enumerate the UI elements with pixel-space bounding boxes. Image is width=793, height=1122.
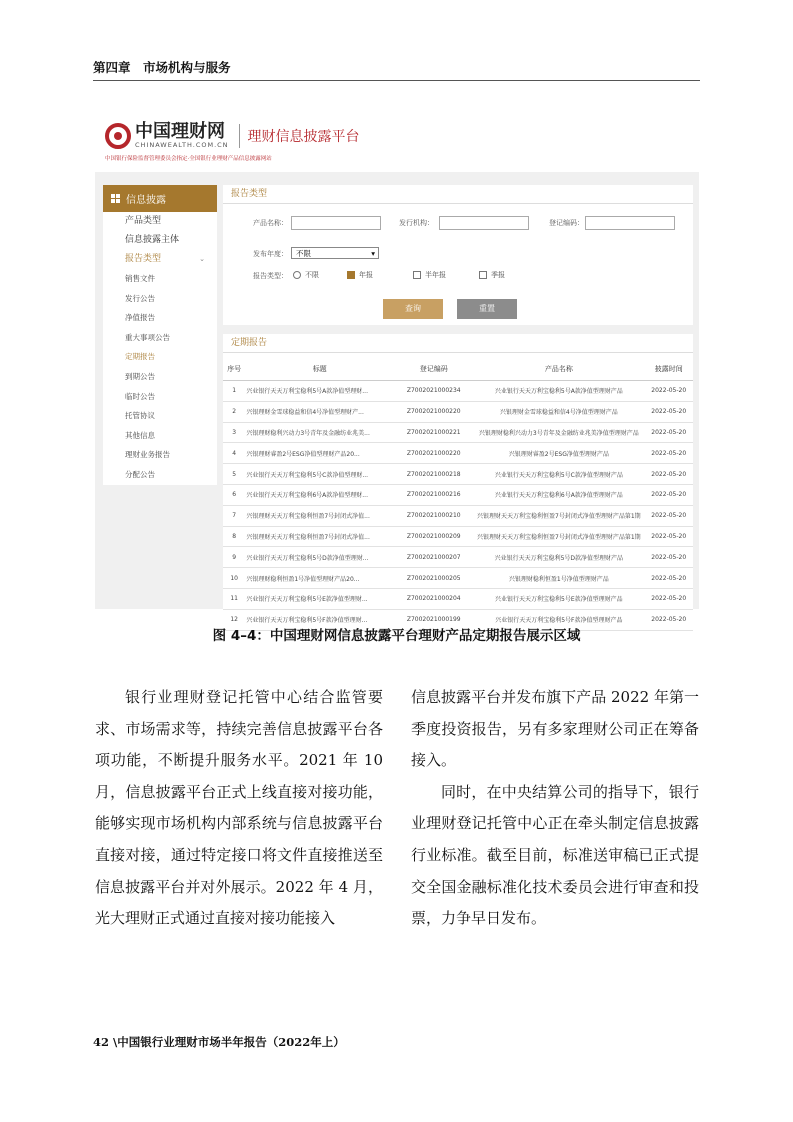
cell-date: 2022-05-20 — [644, 547, 693, 568]
cell-product: 兴业银行天天万利宝稳利6号A款净值型理财产品 — [473, 484, 644, 505]
cell-index: 3 — [223, 422, 245, 443]
reset-button[interactable]: 重置 — [457, 299, 517, 319]
sidebar-subitem[interactable]: 理财业务报告 — [125, 450, 170, 460]
cell-product: 兴业银行天天万利宝稳利5号C款净值型理财产品 — [473, 464, 644, 485]
cell-title[interactable]: 兴银理财天天万利宝稳利恒盈7号封闭式净值... — [245, 505, 394, 526]
cell-title[interactable]: 兴业银行天天万利宝稳利6号A款净值型理财... — [245, 484, 394, 505]
sidebar-subitem[interactable]: 到期公告 — [125, 371, 155, 381]
cell-title[interactable]: 兴银理财睿盈2号ESG净值型理财产品20... — [245, 443, 394, 464]
col-header-product: 产品名称 — [473, 358, 644, 381]
sidebar-subitem[interactable]: 重大事项公告 — [125, 332, 170, 342]
search-panel-title: 报告类型 — [223, 185, 693, 204]
cell-code: Z7002021000220 — [394, 401, 473, 422]
type-option-quarterly[interactable]: 季报 — [479, 270, 505, 280]
figure-caption: 图 4–4：中国理财网信息披露平台理财产品定期报告展示区域 — [212, 628, 581, 644]
cell-date: 2022-05-20 — [644, 443, 693, 464]
body-paragraph: 同时，在中央结算公司的指导下，银行业理财登记托管中心正在牵头制定信息披露行业标准。截至目前，标准送审稿已正式提交全国金融标准化技术委员会进行审查和投票，力争早日发布。 — [411, 782, 699, 928]
cell-date: 2022-05-20 — [644, 381, 693, 402]
cell-code: Z7002021000209 — [394, 526, 473, 547]
sidebar-subitem[interactable]: 分配公告 — [125, 469, 155, 479]
cell-code: Z7002021000218 — [394, 464, 473, 485]
cell-date: 2022-05-20 — [644, 422, 693, 443]
issuer-input[interactable] — [439, 216, 529, 230]
body-paragraph: 信息披露平台并发布旗下产品 2022 年第一季度投资报告，另有多家理财公司正在筹备接入。 — [411, 688, 699, 770]
cell-index: 5 — [223, 464, 245, 485]
cell-index: 9 — [223, 547, 245, 568]
report-table-panel — [223, 334, 693, 625]
cell-product: 兴银理财天天万利宝稳利恒盈7号封闭式净值型理财产品第1期 — [473, 526, 644, 547]
logo-name-cn: 中国理财网 — [135, 121, 225, 142]
cell-title[interactable]: 兴银理财稳利兴动力3号青年及金融纺业兆美... — [245, 422, 394, 443]
cell-code: Z7002021000207 — [394, 547, 473, 568]
cell-date: 2022-05-20 — [644, 568, 693, 589]
logo-icon — [105, 123, 131, 149]
cell-date: 2022-05-20 — [644, 505, 693, 526]
year-label: 发布年度： — [253, 250, 288, 258]
sidebar — [103, 185, 217, 485]
cell-title[interactable]: 兴业银行天天万利宝稳利5号C款净值型理财... — [245, 464, 394, 485]
table-row[interactable] — [223, 401, 693, 422]
sidebar-item-disclosure-entity[interactable]: 信息披露主体 — [125, 235, 180, 245]
type-option-annual[interactable]: 年报 — [347, 270, 373, 280]
running-head: 第四章 市场机构与服务 — [93, 60, 231, 75]
cell-code: Z7002021000216 — [394, 484, 473, 505]
cell-code: Z7002021000210 — [394, 505, 473, 526]
cell-title[interactable]: 兴业银行天天万利宝稳利5号A款净值型理财... — [245, 381, 394, 402]
search-panel — [223, 185, 693, 325]
sidebar-subitem[interactable]: 其他信息 — [125, 430, 155, 440]
query-button[interactable]: 查询 — [383, 299, 443, 319]
body-paragraph: 银行业理财登记托管中心结合监管要求、市场需求等，持续完善信息披露平台各项功能，不断提升服务水平。2021 年 10 月，信息披露平台正式上线直接对接功能，能够实现市场机构内部系统与信息披露平台直接对接，通过特定接口将文件直接推送至信息披露平台并对外展示。2022 年 4 月，光大理财正式通过直接对接功能接入 — [95, 688, 383, 928]
issuer-label: 发行机构： — [399, 219, 434, 227]
table-row[interactable] — [223, 568, 693, 589]
cell-code: Z7002021000221 — [394, 422, 473, 443]
cell-product: 兴银理财稳利恒盈1号净值型理财产品 — [473, 568, 644, 589]
table-row[interactable] — [223, 526, 693, 547]
cell-date: 2022-05-20 — [644, 484, 693, 505]
cell-code: Z7002021000204 — [394, 588, 473, 609]
table-row[interactable] — [223, 547, 693, 568]
type-option-all[interactable]: 不限 — [293, 270, 319, 280]
chevron-down-icon: ▾ — [371, 249, 375, 258]
cell-product: 兴银理财睿盈2号ESG净值型理财产品 — [473, 443, 644, 464]
cell-product: 兴业银行天天万利宝稳利5号E款净值型理财产品 — [473, 588, 644, 609]
cell-title[interactable]: 兴业银行天天万利宝稳利5号D款净值型理财... — [245, 547, 394, 568]
cell-product: 兴业银行天天万利宝稳利5号A款净值型理财产品 — [473, 381, 644, 402]
cell-index: 7 — [223, 505, 245, 526]
cell-code: Z7002021000199 — [394, 609, 473, 630]
sidebar-subitem-active[interactable]: 定期报告 — [125, 352, 155, 362]
sidebar-header[interactable] — [103, 185, 217, 212]
cell-code: Z7002021000234 — [394, 381, 473, 402]
cell-code: Z7002021000220 — [394, 443, 473, 464]
cell-index: 2 — [223, 401, 245, 422]
body-column-left — [95, 682, 383, 935]
product-name-label: 产品名称： — [253, 219, 288, 227]
cell-product: 兴银理财天天万利宝稳利恒盈7号封闭式净值型理财产品第1期 — [473, 505, 644, 526]
cell-date: 2022-05-20 — [644, 526, 693, 547]
body-column-right — [411, 682, 699, 935]
sidebar-item-report-type[interactable] — [103, 250, 217, 269]
reg-code-label: 登记编码： — [549, 219, 584, 227]
cell-product: 兴银理财稳利兴动力3号青年及金融纺业兆美净值型理财产品 — [473, 422, 644, 443]
cell-code: Z7002021000205 — [394, 568, 473, 589]
cell-product: 兴银理财金雪球稳益和信4号净值型理财产品 — [473, 401, 644, 422]
platform-name: 理财信息披露平台 — [247, 129, 360, 145]
table-header-row — [223, 358, 693, 381]
product-name-input[interactable] — [291, 216, 381, 230]
cell-index: 10 — [223, 568, 245, 589]
cell-product: 兴业银行天天万利宝稳利5号F款净值型理财产品 — [473, 609, 644, 630]
year-select-value: 不限 — [296, 249, 311, 258]
cell-index: 4 — [223, 443, 245, 464]
col-header-index: 序号 — [223, 358, 245, 381]
cell-index: 6 — [223, 484, 245, 505]
type-option-semiannual[interactable]: 半年报 — [413, 270, 446, 280]
checkbox-icon — [413, 271, 421, 279]
figure-screenshot — [95, 108, 699, 625]
table-row[interactable] — [223, 505, 693, 526]
chevron-down-icon: ⌄ — [199, 255, 205, 263]
cell-title[interactable]: 兴银理财金雪球稳益和信4号净值型理财产... — [245, 401, 394, 422]
checkbox-checked-icon — [347, 271, 355, 279]
page-footer: 42 \中国银行业理财市场半年报告（2022年上） — [93, 1035, 345, 1049]
sidebar-header-label: 信息披露 — [126, 195, 166, 206]
grid-icon — [111, 194, 120, 203]
reg-code-input[interactable] — [585, 216, 675, 230]
table-row[interactable] — [223, 422, 693, 443]
col-header-date: 披露时间 — [644, 358, 693, 381]
logo-subtitle: 中国银行保险监督管理委员会指定·全国银行业理财产品信息披露网站 — [105, 156, 272, 162]
table-row[interactable] — [223, 464, 693, 485]
table-row[interactable] — [223, 484, 693, 505]
site-logo[interactable] — [105, 120, 360, 152]
sidebar-subitem[interactable]: 临时公告 — [125, 391, 155, 401]
cell-index: 12 — [223, 609, 245, 630]
cell-index: 1 — [223, 381, 245, 402]
header-rule — [93, 80, 700, 81]
cell-date: 2022-05-20 — [644, 609, 693, 630]
year-select[interactable] — [291, 247, 379, 259]
sidebar-item-label: 报告类型 — [125, 254, 162, 264]
col-header-title: 标题 — [245, 358, 394, 381]
table-panel-title: 定期报告 — [223, 334, 693, 353]
report-table — [223, 358, 693, 631]
logo-name-en: CHINAWEALTH.COM.CN — [135, 141, 229, 149]
cell-date: 2022-05-20 — [644, 464, 693, 485]
table-row[interactable] — [223, 381, 693, 402]
checkbox-icon — [479, 271, 487, 279]
sidebar-item-product-type[interactable]: 产品类型 — [125, 216, 162, 226]
sidebar-subitem[interactable]: 净值报告 — [125, 313, 155, 323]
sidebar-subitem[interactable]: 托管协议 — [125, 411, 155, 421]
table-row[interactable] — [223, 588, 693, 609]
cell-date: 2022-05-20 — [644, 401, 693, 422]
sidebar-subitem[interactable]: 发行公告 — [125, 293, 155, 303]
cell-index: 11 — [223, 588, 245, 609]
cell-index: 8 — [223, 526, 245, 547]
cell-title[interactable]: 兴业银行天天万利宝稳利5号F款净值型理财... — [245, 609, 394, 630]
cell-date: 2022-05-20 — [644, 588, 693, 609]
radio-icon — [293, 271, 301, 279]
cell-title[interactable]: 兴业银行天天万利宝稳利5号E款净值型理财... — [245, 588, 394, 609]
col-header-code: 登记编码 — [394, 358, 473, 381]
cell-product: 兴业银行天天万利宝稳利5号D款净值型理财产品 — [473, 547, 644, 568]
table-row[interactable] — [223, 443, 693, 464]
logo-divider — [239, 124, 240, 148]
sidebar-subitem[interactable]: 销售文件 — [125, 274, 155, 283]
cell-title[interactable]: 兴银理财稳利恒盈1号净值型理财产品20... — [245, 568, 394, 589]
type-label: 报告类型： — [253, 272, 288, 280]
cell-title[interactable]: 兴银理财天天万利宝稳利恒盈7号封闭式净值... — [245, 526, 394, 547]
